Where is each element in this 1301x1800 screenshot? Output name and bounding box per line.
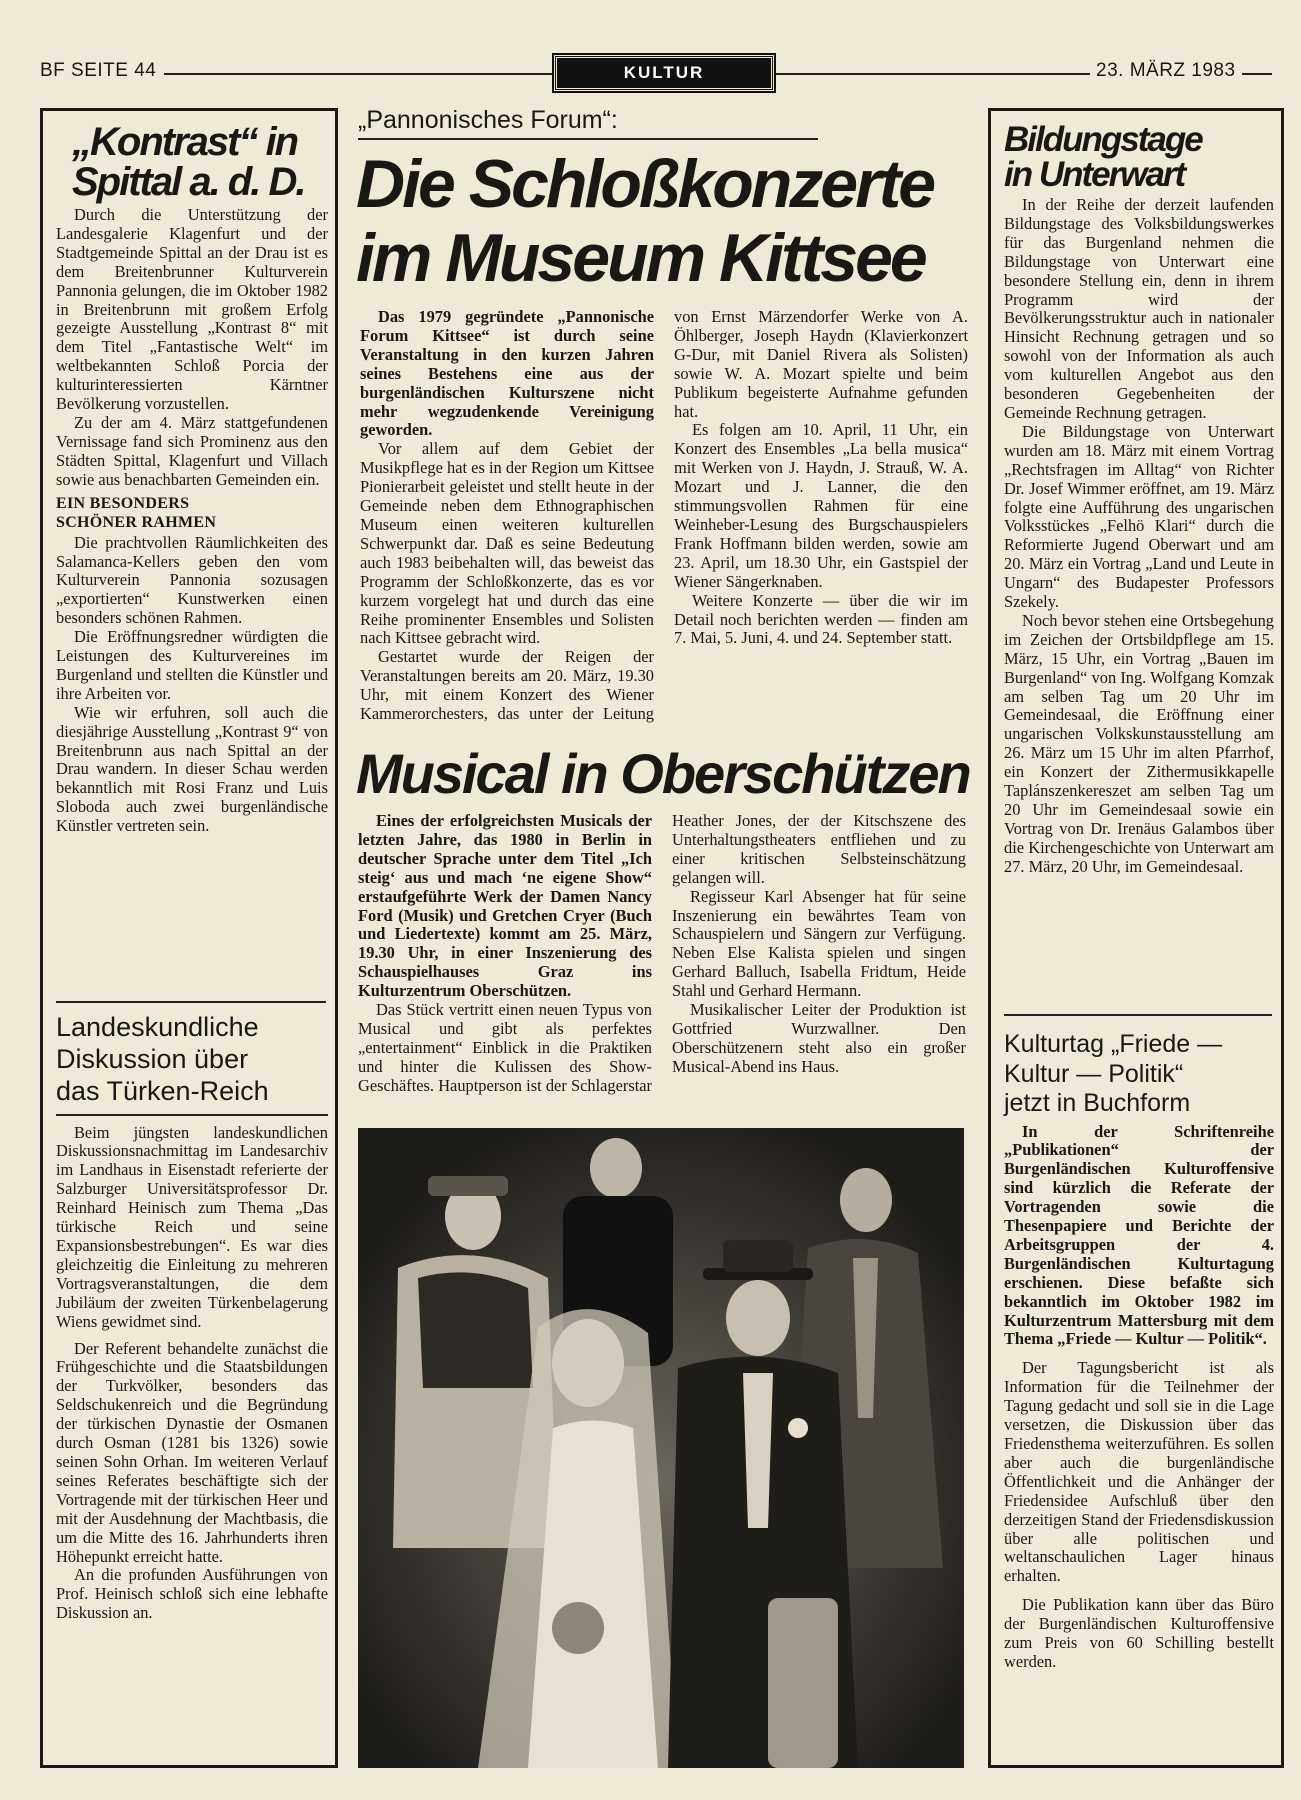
forum-p5: Weitere Konzerte — über die wir im Detail noch berichten werden — finden am 7. Mai, 5. Juni, 4. und 24. September statt.	[674, 590, 968, 648]
kontrast-subhead-line1: EIN BESONDERS	[56, 494, 190, 512]
kontrast-p2: Zu der am 4. März stattgefundenen Vernissage fand sich Prominenz aus den Städten Spittal, Klagenfurt und Villach sowie aus benachbarten Gemeinden ein.	[56, 412, 328, 489]
musical-photo	[358, 1128, 964, 1768]
musical-headline: Musical in Oberschützen	[356, 742, 970, 805]
bildung-p3: Noch bevor stehen eine Ortsbegehung im Zeichen der Ortsbildpflege am 15. März, 15 Uhr, ein Vortrag „Bauen im Burgenland“ von Ing. Wolfgang Komzak am selben Tag um 20 Uhr im Gemeindesaal, die Eröffnung einer ungarischen Volkskunstausstellung am 26. März um 15 Uhr im alten Pfarrhof, ein Konzert der Zithermusikkapelle Taplánszenkereszet am selben Tag um 20 Uhr im Gemeindesaal sowie ein Vortrag von Dr. Irenäus Galambos über die Kirchengeschichte von Unterwart am 27. März, 20 Uhr, im Gemeindesaal.	[1004, 610, 1274, 876]
article-kulturtag	[1004, 1030, 1274, 1672]
kontrast-p1: Durch die Unterstützung der Landesgalerie Klagenfurt und der Stadtgemeinde Spittal an der Drau ist es dem Breitenbrunner Kulturverein Pannonia gelungen, die im Oktober 1982 in Breitenbrunn mit großem Erfolg gezeigte Ausstellung „Kontrast 8“ mit dem Titel „Fantastische Welt“ im weltbekannten Schloß Porcia der kulturinteressierten Kärntner Bevölkerung vorzustellen.	[56, 205, 328, 414]
kulturtag-p3: Die Publikation kann über das Büro der Burgenländischen Kulturoffensive zum Preis von 60 Schilling bestellt werden.	[1004, 1595, 1274, 1671]
kontrast-subhead-line2: SCHÖNER RAHMEN	[56, 513, 217, 531]
musical-p3: Regisseur Karl Absenger hat für seine Inszenierung ein bewährtes Team von Schauspielern und Sängern zur Verfügung. Neben Else Kalista spielen und singen Gerhard Balluch, Isabella Fridtum, Heide Stahl und Gerhard Hermann.	[672, 886, 966, 1001]
musical-photo-scene	[358, 1128, 964, 1768]
forum-headline-line2: im Museum Kittsee	[356, 220, 925, 296]
musical-p2: Das Stück vertritt einen neuen Typus von Musical und gibt als perfektes „entertainment“ Einblick in die Praktiken und hinter die Kulissen des Show-Geschäftes. Hauptperson ist der Schlagerstar Heather Jones, der der Kitschszene des Unterhaltungstheaters entfliehen und zu einer kritischen Selbsteinschätzung gelangen will.	[358, 811, 966, 1095]
forum-kicker: „Pannonisches Forum“:	[358, 106, 618, 134]
tuerken-body	[56, 1124, 328, 1624]
left-divider	[56, 1001, 326, 1003]
forum-kicker-rule	[358, 138, 818, 140]
tuerken-p2: Der Referent behandelte zunächst die Frühgeschichte und die Staatsbildungen der Turkvölker, besonders das Seldschukenreich und die Begründung der türkischen Dynastie der Osmanen durch Osman (1281 bis 1326) sowie seinen Sohn Orhan. Im weiteren Verlauf seines Referates beschäftigte sich der Vortragende mit der türkischen Heer und mit der Ausdehnung der Machtbasis, die um die Mitte des 16. Jahrhunderts ihren Höhepunkt erreicht hatte.	[56, 1338, 328, 1566]
kulturtag-title-line2: Kultur — Politik“	[1004, 1059, 1184, 1088]
kulturtag-body	[1004, 1123, 1274, 1672]
article-tuerken	[56, 1012, 328, 1623]
forum-kicker-wrap	[358, 106, 818, 136]
right-divider	[1004, 1014, 1272, 1016]
forum-lead: Das 1979 gegründete „Pannonische Forum Kittsee“ ist durch seine Veranstaltung in den kurzen Jahren seines Bestehens eine aus der burgenländischen Kulturszene nicht mehr wegzudenkende Vereinigung geworden.	[360, 307, 654, 440]
kontrast-p3: Die prachtvollen Räumlichkeiten des Salamanca-Kellers geben den vom Kulturverein Pannonia sozusagen „exportierten“ Kunstwerken einen besonders schönen Rahmen.	[56, 532, 328, 628]
tuerken-title-line1: Landeskundliche	[56, 1012, 259, 1042]
musical-lead: Eines der erfolgreichsten Musicals der letzten Jahre, das 1980 in Berlin in deutscher Sprache unter dem Titel „Ich steig‘ aus und mach ‘ne eigene Show“ erstaufgeführte Werk der Damen Nancy Ford (Musik) und Gretchen Cryer (Buch und Liedertexte) kommt am 25. März, 19.30 Uhr, in einer Inszenierung des Schauspielhauses Graz ins Kulturzentrum Oberschützen.	[358, 811, 652, 1001]
forum-p4: Es folgen am 10. April, 11 Uhr, ein Konzert des Ensembles „La bella musica“ mit Werken von J. Haydn, J. Strauß, W. A. Mozart und J. Lanner, die den stimmungsvollen Rahmen für eine Weinheber-Lesung des Burgschauspielers Frank Hoffmann bilden werden, sowie am 23. April, um 18.30 Uhr, ein Gastspiel der Wiener Sängerknaben.	[674, 420, 968, 591]
kulturtag-title-line1: Kulturtag „Friede —	[1004, 1030, 1223, 1058]
kontrast-p4: Die Eröffnungsredner würdigten die Leistungen des Kulturvereines im Burgenland und stellten die Künstler und ihre Arbeiten vor.	[56, 627, 328, 703]
forum-headline-line1: Die Schloßkonzerte	[356, 146, 934, 222]
article-bildungstage	[1004, 122, 1274, 877]
kulturtag-p2: Der Tagungsbericht ist als Information für die Teilnehmer der Tagung gedacht und soll sie in die Lage versetzen, die Diskussion über das Friedensthema weiterzuführen. Es sollen aber auch die burgenländische Öffentlichkeit und die Anhänger der Friedensidee Aufschluß über den derzeitigen Stand der Friedensdiskussion über alle politischen und weltanschaulichen Lager hinaus erhalten.	[1004, 1358, 1274, 1586]
tuerken-p1: Beim jüngsten landeskundlichen Diskussionsnachmittag im Landesarchiv im Landhaus in Eisenstadt referierte der Salzburger Universitätsprofessor Dr. Reinhard Heinisch zum Thema „Das türkische Reich und seine Expansionsbestrebungen“. Es war dies gleichzeitig die Einleitung zu mehreren Vortragsveranstaltungen, die dem Jubiläum der zweiten Türkenbelagerung Wiens gewidmet sind.	[56, 1122, 328, 1331]
tuerken-title-line2: Diskussion über	[56, 1043, 249, 1074]
bildung-body	[1004, 196, 1274, 877]
tuerken-p3: An die profunden Ausführungen von Prof. Heinisch schloß sich eine lebhafte Diskussion an.	[56, 1565, 328, 1623]
page-number: BF SEITE 44	[34, 60, 162, 82]
issue-date: 23. MÄRZ 1983	[1090, 60, 1242, 82]
musical-p4: Musikalischer Leiter der Produktion ist Gottfried Wurzwallner. Den Oberschützenern steht also ein großer Musical-Abend ins Haus.	[672, 1000, 966, 1076]
section-label: KULTUR	[554, 55, 774, 91]
kulturtag-title-line3: jetzt in Buchform	[1004, 1089, 1191, 1117]
kontrast-p5: Wie wir erfuhren, soll auch die diesjährige Ausstellung „Kontrast 9“ von Breitenbrunn aus nach Spittal an der Drau wandern. In dieser Schau werden bekanntlich mit Rosi Franz und Luis Sloboda auch zwei burgenländische Künstler vertreten sein.	[56, 702, 328, 836]
forum-p3: Gestartet wurde der Reigen der Veranstaltungen bereits am 20. März, 19.30 Uhr, mit einem Konzert des Wiener Kammerorchesters, das unter der Leitung von Ernst Märzendorfer Werke von A. Öhlberger, Joseph Haydn (Klavierkonzert G-Dur, mit Daniel Rivera als Solisten) sowie W. A. Mozart spielte und beim Publikum begeisterte Aufnahme gefunden hat.	[360, 307, 968, 724]
bildung-title-line2: in Unterwart	[1004, 155, 1185, 194]
article-kontrast	[56, 122, 328, 836]
musical-body	[358, 812, 966, 1102]
tuerken-title-rule	[56, 1114, 328, 1116]
kontrast-subhead	[56, 494, 328, 532]
bildung-p1: In der Reihe der derzeit laufenden Bildungstage des Volksbildungswerkes für das Burgenland nehmen die Bildungstage von Unterwart eine besondere Stellung ein, denn in ihrem Programm wird der Bevölkerungsstruktur auch in nationaler Hinsicht Rechnung getragen und so sowohl von der Information als auch vom kulturellen Angebot aus den besonderen Gegebenheiten der Gemeinde Rechnung getragen.	[1004, 195, 1274, 422]
forum-body	[360, 308, 968, 728]
kontrast-title-line2: Spittal a. d. D.	[72, 160, 305, 204]
bildung-p2: Die Bildungstage von Unterwart wurden am 18. März mit einem Vortrag „Rechtsfragen im Alltag“ von Richter Dr. Josef Wimmer eröffnet, am 19. März folgte eine Aufführung des ungarischen Volksstückes „Felhö Klari“ durch die Reformierte Jugend Oberwart und am 20. März ein Vortrag „Land und Leute in Ungarn“ des Budapester Professors Szekely.	[1004, 421, 1274, 612]
bildung-title-line1: Bildungstage	[1004, 120, 1202, 159]
forum-p2: Vor allem auf dem Gebiet der Musikpflege hat es in der Region um Kittsee Pionierarbeit geleistet und stellt heute in der Gemeinde neben dem Ethnographischen Museum einen weiteren kulturellen Schwerpunkt dar. Daß es seine Bedeutung auch 1983 beibehalten will, das beweist das Programm der Schloßkonzerte, das es vor kurzem vorgelegt hat und durch das eine Reihe prominenter Ensembles und Solisten nach Kittsee gebracht wird.	[360, 439, 654, 648]
kontrast-body	[56, 206, 328, 836]
tuerken-title-line3: das Türken-Reich	[56, 1075, 269, 1106]
kontrast-title-line1: „Kontrast“ in	[72, 120, 298, 164]
kulturtag-lead: In der Schriftenreihe „Publikationen“ der Burgenländischen Kulturoffensive sind kürzlich die Referate der Vortragenden sowie die Thesenpapiere und Berichte der Arbeitsgruppen der 4. Burgenländischen Kulturtagung erschienen. Diese befaßte sich bekanntlich im Oktober 1982 im Kulturzentrum Mattersburg mit dem Thema „Friede — Kultur — Politik“.	[1004, 1121, 1274, 1349]
